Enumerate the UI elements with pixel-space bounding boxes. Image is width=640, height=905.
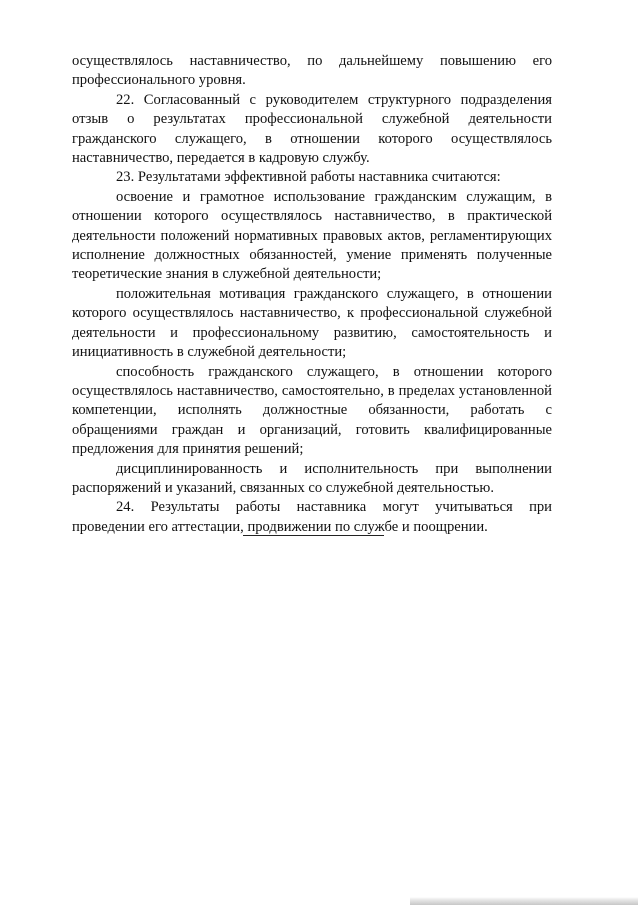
document-page bbox=[72, 52, 552, 537]
paragraph-continuation: осуществлялось наставничество, по дальнейшему повышению его профессионального уровня. bbox=[72, 53, 552, 89]
paragraph-item-22: 22. Согласованный с руководителем структурного подразделения отзыв о результатах профессиональной служебной деятельности гражданского служащего, в отношении которого осуществлялось наставничество, передается в кадровую службу. bbox=[72, 91, 552, 167]
paragraph-item-24: 24. Результаты работы наставника могут учитываться при проведении его аттестации, продвижении по службе и поощрении. bbox=[72, 499, 552, 535]
paragraph-criterion-discipline: дисциплинированность и исполнительность при выполнении распоряжений и указаний, связанных со служебной деятельностью. bbox=[72, 460, 552, 496]
paragraph-criterion-motivation: положительная мотивация гражданского служащего, в отношении которого осуществлялось наставничество, к профессиональной служебной деятельности и профессиональному развитию, самостоятельность и инициативность в служебной деятельности; bbox=[72, 285, 552, 361]
scan-edge-shadow bbox=[410, 897, 638, 905]
paragraph-item-23: 23. Результатами эффективной работы наставника считаются: bbox=[116, 169, 501, 186]
end-divider-line bbox=[243, 535, 384, 536]
paragraph-criterion-ability: способность гражданского служащего, в отношении которого осуществлялось наставничество, самостоятельно, в пределах установленной компетенции, исполнять должностные обязанности, работать с обращениями граждан и организаций, готовить квалифицированные предложения для принятия решений; bbox=[72, 363, 552, 458]
paragraph-criterion-knowledge: освоение и грамотное использование гражданским служащим, в отношении которого осуществлялось наставничество, в практической деятельности положений нормативных правовых актов, регламентирующих исполнение должностных обязанностей, умение применять полученные теоретические знания в служебной деятельности; bbox=[72, 188, 552, 283]
